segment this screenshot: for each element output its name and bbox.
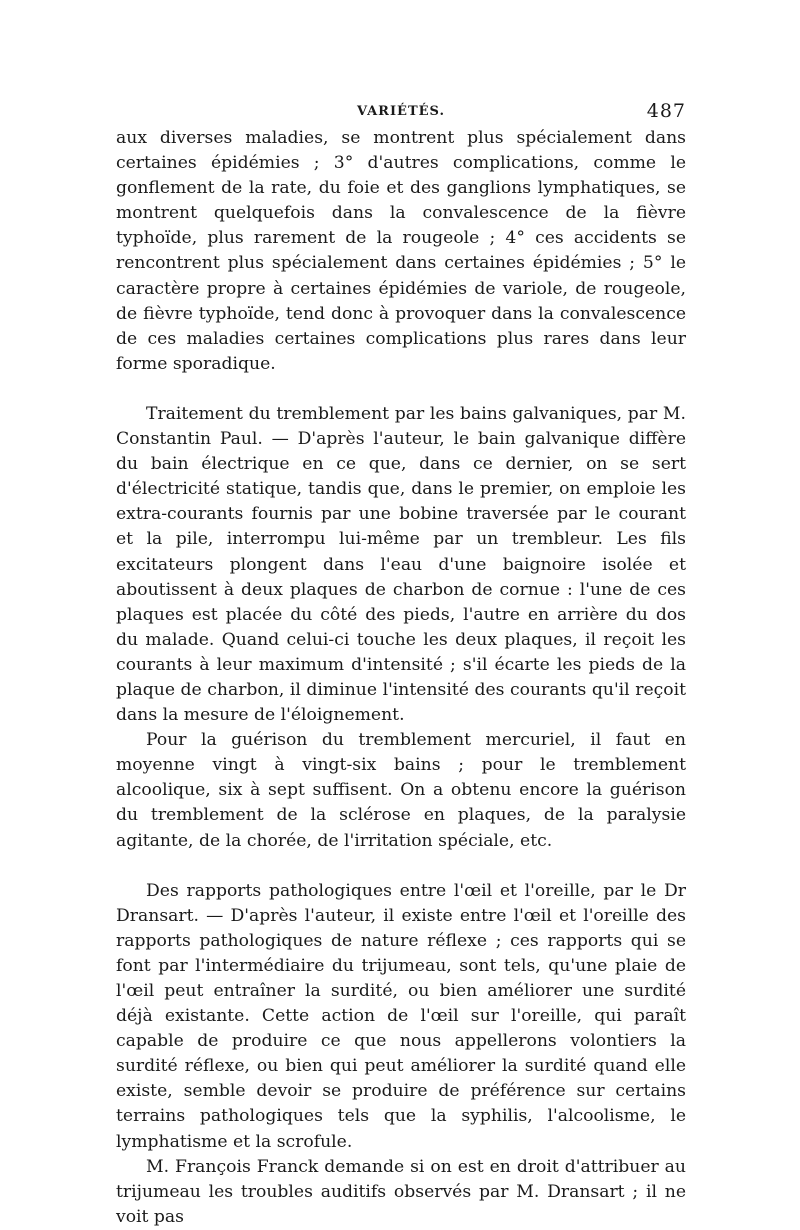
body-text (116, 126, 686, 1230)
paragraph-continued: aux diverses maladies, se montrent plus spécialement dans certaines épidémies ; 3° d'autres complications, comme le gonflement de la rate, du foie et des ganglions lymphatiques, se montrent quelquefois dans la convalescence de la fièvre typhoïde, plus rarement de la rougeole ; 4° ces accidents se rencontrent plus spécialement dans certaines épidémies ; 5° le caractère propre à certaines épidémies de variole, de rougeole, de fièvre typhoïde, tend donc à provoquer dans la convalescence de ces maladies certaines complications plus rares dans leur forme sporadique. (116, 128, 686, 374)
paragraph-franck: M. François Franck demande si on est en droit d'attribuer au trijumeau les troubles auditifs observés par M. Dransart ; il ne voit pas (116, 1156, 686, 1227)
page-number: 487 (646, 100, 686, 122)
paragraph-traitement: Traitement du tremblement par les bains galvaniques, par M. Constantin Paul. — D'après l'auteur, le bain galvanique diffère du bain électrique en ce que, dans ce dernier, on se sert d'électricité statique, tandis que, dans le premier, on emploie les extra-courants fournis par une bobine traversée par le courant et la pile, interrompu lui-même par un trembleur. Les fils excitateurs plongent dans l'eau d'une baignoire isolée et aboutissent à deux plaques de charbon de cornue : l'une de ces plaques est placée du côté des pieds, l'autre en arrière du dos du malade. Quand celui-ci touche les deux plaques, il reçoit les courants à leur maximum d'intensité ; s'il écarte les pieds de la plaque de charbon, il diminue l'intensité des courants qu'il reçoit dans la mesure de l'éloignement. (116, 403, 686, 726)
page-header (116, 96, 686, 126)
page (116, 96, 686, 1230)
paragraph-rapports: Des rapports pathologiques entre l'œil et l'oreille, par le Dr Dransart. — D'après l'auteur, il existe entre l'œil et l'oreille des rapports pathologiques de nature réflexe ; ces rapports qui se font par l'intermédiaire du trijumeau, sont tels, qu'une plaie de l'œil peut entraîner la surdité, ou bien améliorer une surdité déjà existante. Cette action de l'œil sur l'oreille, qui paraît capable de produire ce que nous appellerons volontiers la surdité réflexe, ou bien qui peut améliorer la surdité quand elle existe, semble devoir se produire de préférence sur certains terrains pathologiques tels que la syphilis, l'alcoolisme, le lymphatisme et la scrofule. (116, 880, 686, 1152)
paragraph-guerison: Pour la guérison du tremblement mercuriel, il faut en moyenne vingt à vingt-six bains ; pour le tremblement alcoolique, six à sept suffisent. On a obtenu encore la guérison du tremblement de la sclérose en plaques, de la paralysie agitante, de la chorée, de l'irritation spéciale, etc. (116, 730, 686, 851)
running-title: VARIÉTÉS. (357, 104, 445, 119)
